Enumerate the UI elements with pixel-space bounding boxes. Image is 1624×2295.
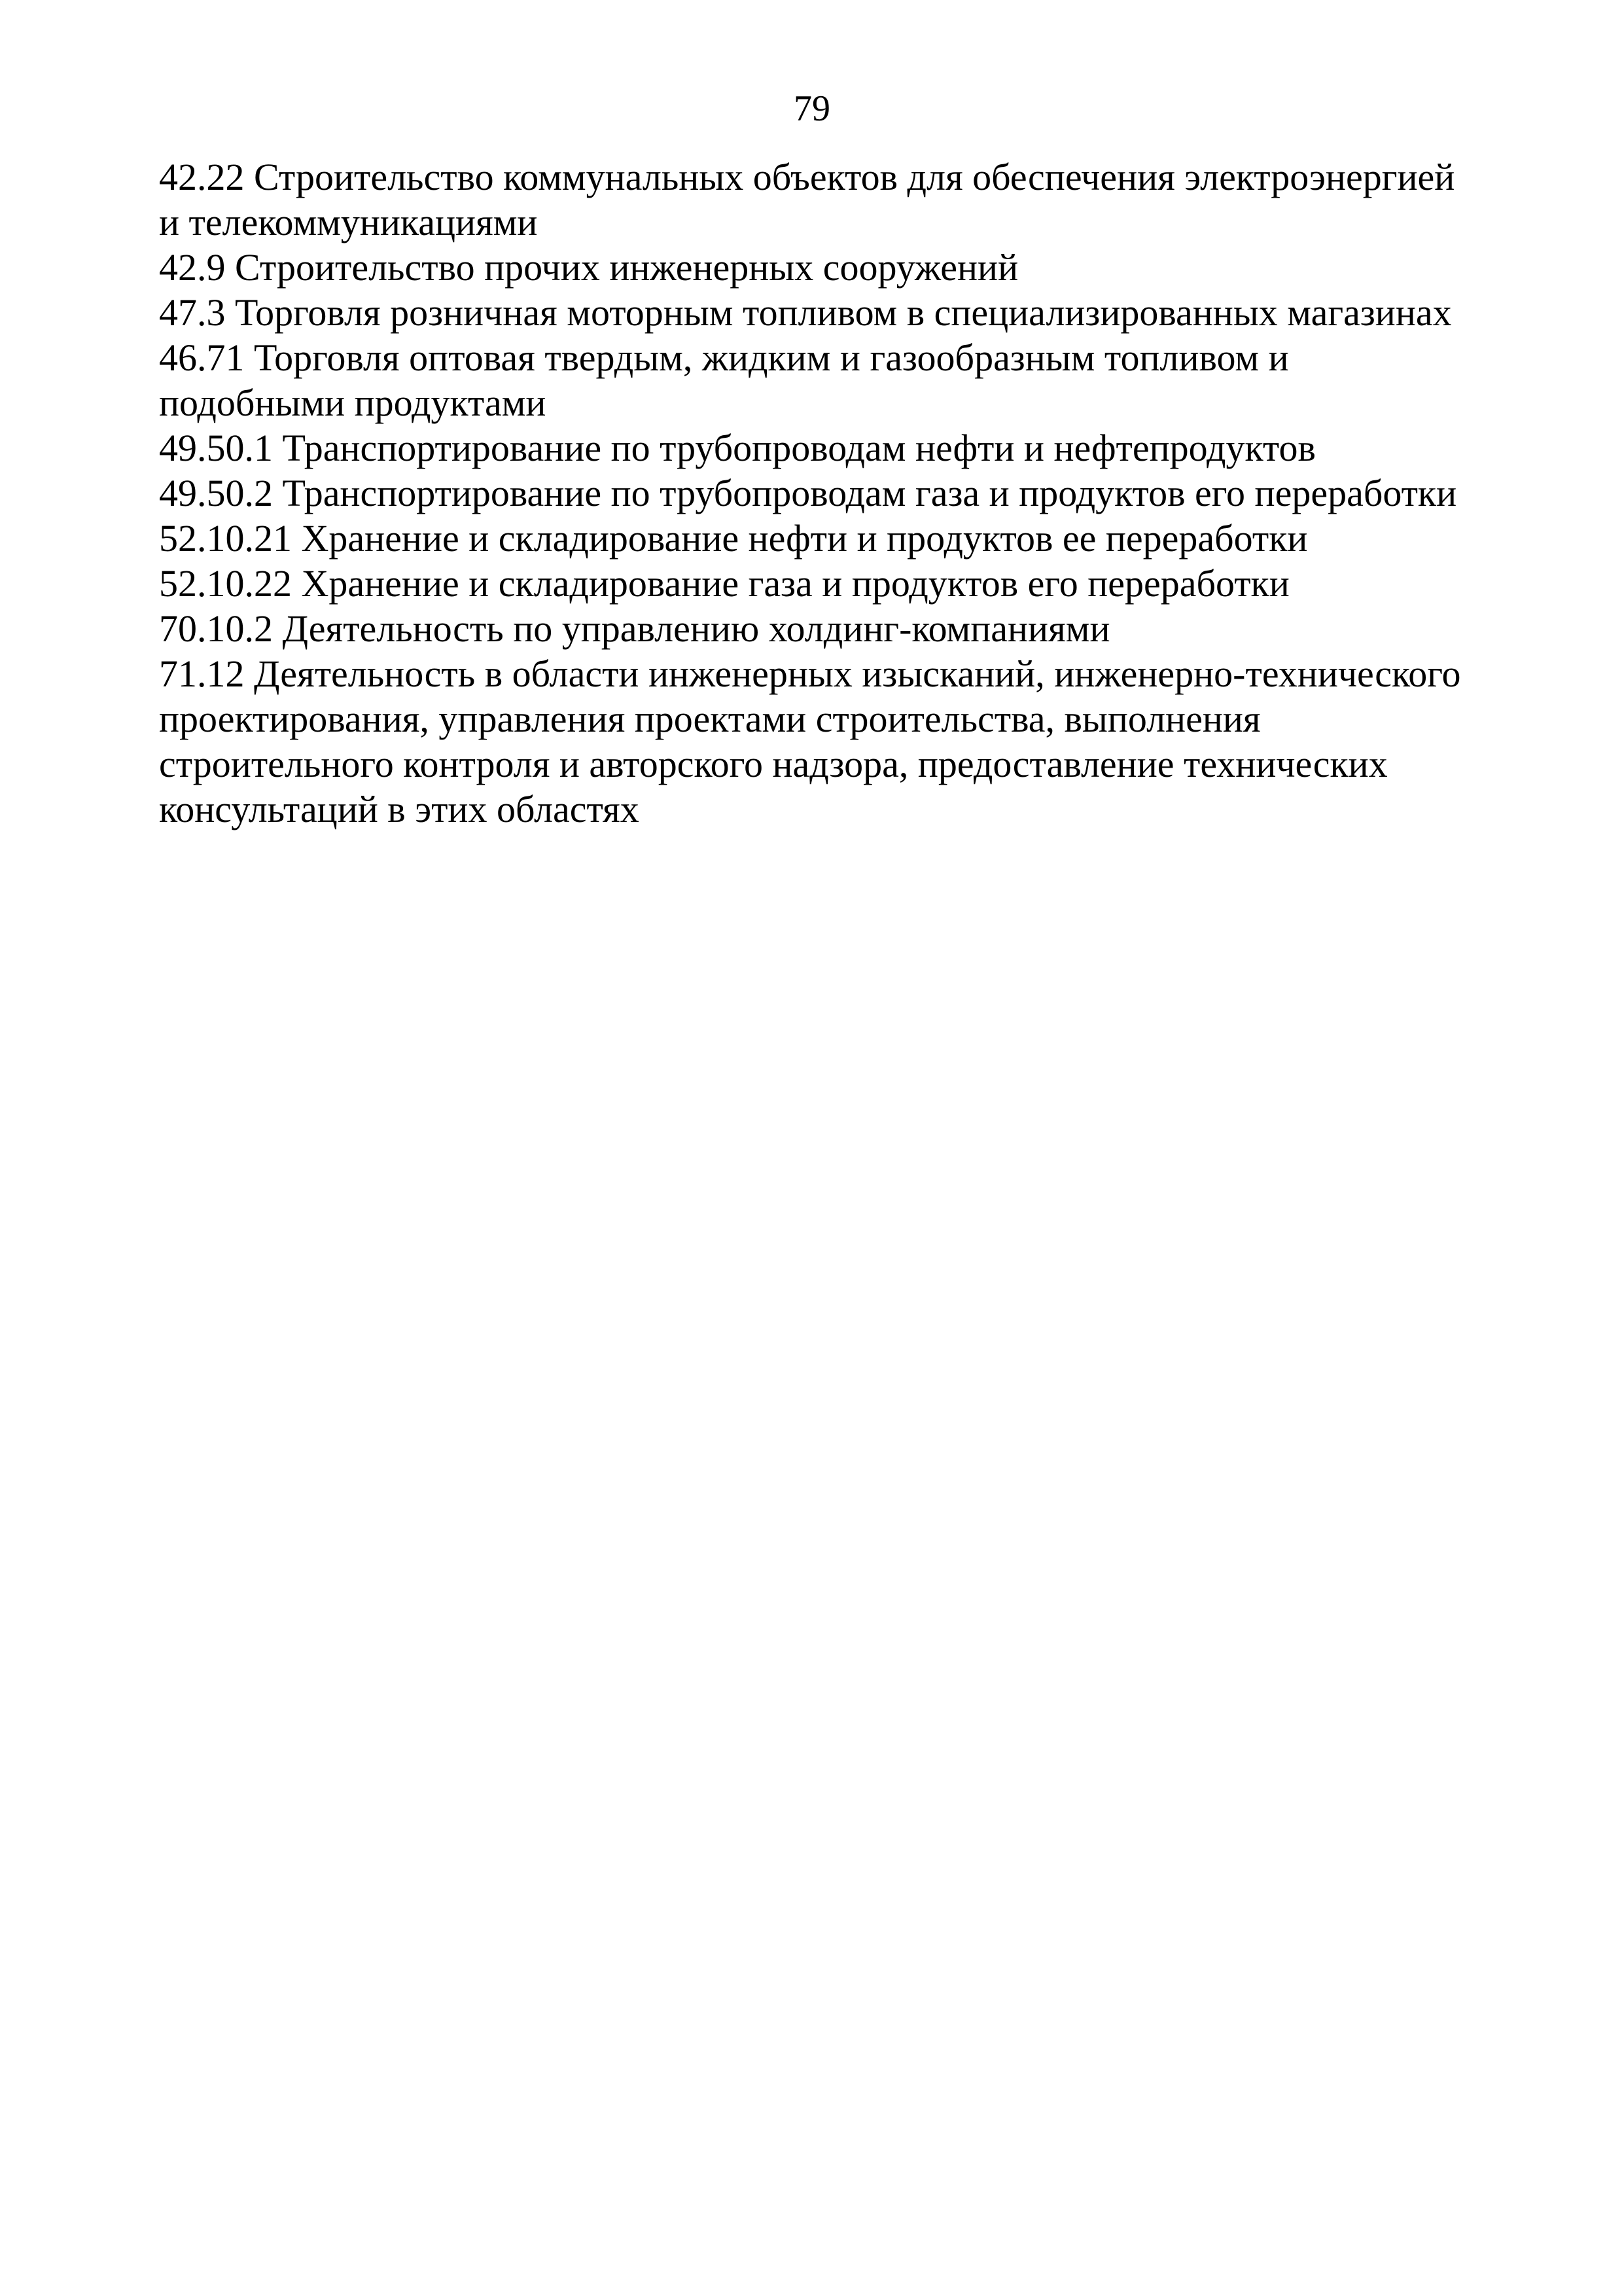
activity-code-list bbox=[159, 154, 1494, 832]
entry-line: 70.10.2 Деятельность по управлению холдинг-компаниями bbox=[159, 607, 1110, 650]
list-item bbox=[159, 290, 1494, 335]
list-item bbox=[159, 516, 1494, 561]
entry-line: строительного контроля и авторского надзора, предоставление технических bbox=[159, 743, 1388, 785]
entry-line: подобными продуктами bbox=[159, 382, 546, 424]
entry-line: 42.9 Строительство прочих инженерных сооружений bbox=[159, 246, 1019, 289]
entry-line: и телекоммуникациями bbox=[159, 201, 538, 243]
entry-line: 42.22 Строительство коммунальных объектов для обеспечения электроэнергией bbox=[159, 156, 1455, 198]
entry-line: консультаций в этих областях bbox=[159, 788, 639, 830]
entry-line: 49.50.1 Транспортирование по трубопроводам нефти и нефтепродуктов bbox=[159, 427, 1316, 469]
entry-line: 52.10.22 Хранение и складирование газа и продуктов его переработки bbox=[159, 562, 1290, 605]
list-item bbox=[159, 606, 1494, 651]
entry-line: 52.10.21 Хранение и складирование нефти и продуктов ее переработки bbox=[159, 517, 1308, 560]
entry-line: 47.3 Торговля розничная моторным топливом в специализированных магазинах bbox=[159, 291, 1452, 334]
entry-line: 49.50.2 Транспортирование по трубопроводам газа и продуктов его переработки bbox=[159, 472, 1457, 514]
list-item bbox=[159, 425, 1494, 471]
entry-line: 46.71 Торговля оптовая твердым, жидким и газообразным топливом и bbox=[159, 336, 1289, 379]
list-item bbox=[159, 651, 1494, 832]
list-item bbox=[159, 471, 1494, 516]
page-number: 79 bbox=[794, 88, 830, 129]
entry-line: проектирования, управления проектами строительства, выполнения bbox=[159, 698, 1261, 740]
list-item bbox=[159, 561, 1494, 606]
entry-line: 71.12 Деятельность в области инженерных изысканий, инженерно-технического bbox=[159, 652, 1461, 695]
list-item bbox=[159, 154, 1494, 245]
list-item bbox=[159, 245, 1494, 290]
list-item bbox=[159, 335, 1494, 425]
